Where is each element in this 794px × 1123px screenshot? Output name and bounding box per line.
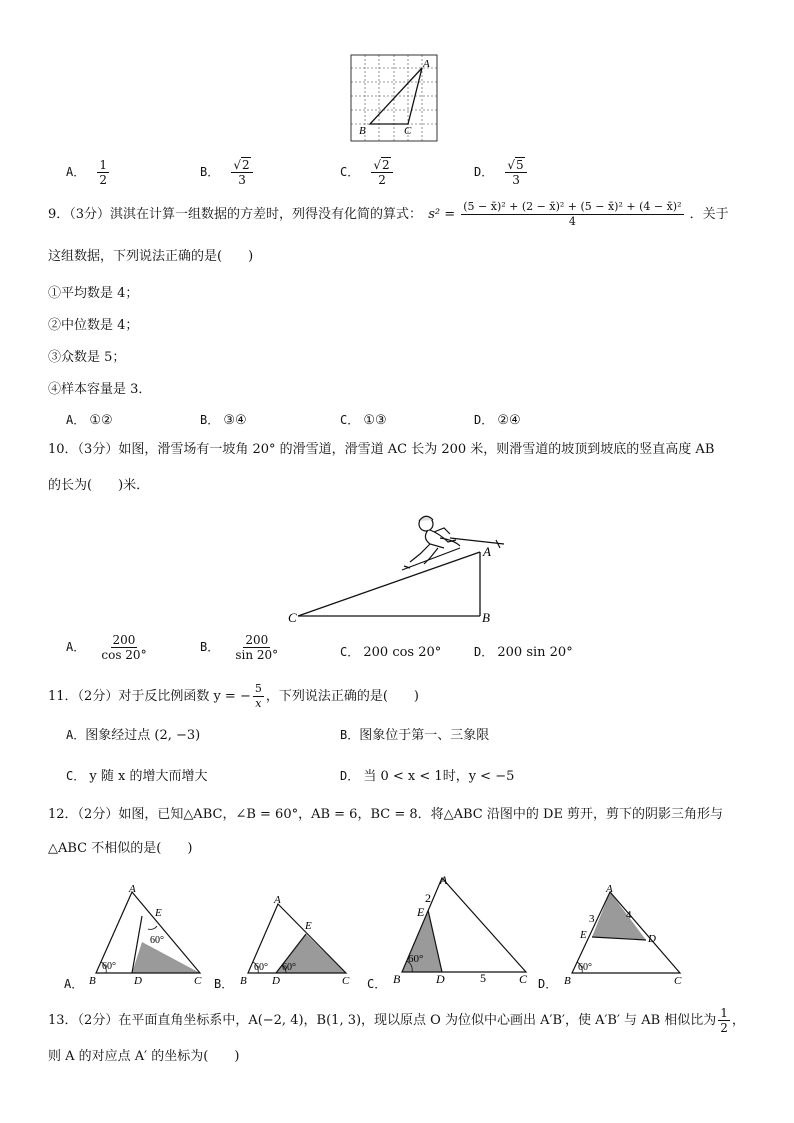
q12-figure-d <box>556 882 696 990</box>
q9-statement-2: ②中位数是 4； <box>48 318 139 333</box>
option-letter: A． <box>66 165 86 179</box>
svg-text:D: D <box>648 933 656 945</box>
q9-statement-1: ①平均数是 4； <box>48 286 139 301</box>
q12-figure-b <box>228 890 358 990</box>
q9-option-b[interactable]: B． ③④ <box>200 413 247 428</box>
q9-statement-3: ③众数是 5； <box>48 350 126 365</box>
svg-text:A: A <box>606 883 613 895</box>
q10-label-b: B <box>482 610 490 625</box>
q8-b-den: 3 <box>238 173 246 187</box>
q9-formula-num: (5 − x̄)² + (2 − x̄)² + (5 − x̄)² + (4 − x̄)² <box>463 200 682 213</box>
q11-option-c[interactable]: C． y 随 x 的增大而增大 <box>66 769 208 784</box>
q8-d-num: 5 <box>516 158 524 172</box>
svg-text:E: E <box>580 929 587 941</box>
q12-option-d[interactable]: D． <box>538 977 558 991</box>
q9-formula-lhs: s² = <box>428 207 456 222</box>
svg-text:60°: 60° <box>102 961 116 972</box>
q8-c-den: 2 <box>378 173 386 187</box>
option-letter: D． <box>474 165 494 179</box>
svg-text:60°: 60° <box>150 935 164 946</box>
q9-option-a[interactable]: A． ①② <box>66 413 113 428</box>
option-letter: C． <box>340 165 360 179</box>
svg-text:E: E <box>155 907 162 919</box>
q12-figure-c <box>384 870 534 990</box>
svg-text:3: 3 <box>589 913 595 925</box>
q13-stem-line2: 则 A 的对应点 A′ 的坐标为( ) <box>48 1049 240 1064</box>
svg-text:2: 2 <box>425 891 431 905</box>
option-letter: B． <box>200 165 220 179</box>
svg-text:60°: 60° <box>254 962 268 973</box>
q8-label-b: B <box>359 125 366 137</box>
q8-a-den: 2 <box>99 173 108 187</box>
svg-text:60°: 60° <box>282 962 296 973</box>
svg-text:C: C <box>674 975 682 987</box>
q8-option-a[interactable] <box>66 158 111 187</box>
q9-option-c[interactable]: C． ①③ <box>340 413 387 428</box>
svg-text:60°: 60° <box>408 953 424 965</box>
q10-option-c[interactable]: C． 200 cos 20° <box>340 645 442 660</box>
q8-option-b[interactable]: B． $\frac{√2}{3}$ <box>200 158 255 187</box>
svg-text:D: D <box>134 975 142 987</box>
q10-option-d[interactable]: D． 200 sin 20° <box>474 645 573 660</box>
svg-text:B: B <box>393 972 401 986</box>
q8-label-c: C <box>404 125 412 137</box>
q11-option-d[interactable]: D． 当 0 < x < 1时，y < −5 <box>340 769 515 784</box>
q8-a-num: 1 <box>99 158 108 172</box>
q12-stem-line2: △ABC 不相似的是( ) <box>48 841 193 856</box>
svg-text:60°: 60° <box>578 962 592 973</box>
q9-suffix: ．关于 <box>689 207 729 222</box>
q10-label-c: C <box>288 610 297 625</box>
q8-b-num: 2 <box>242 158 250 172</box>
q13-stem-line1: 13．（2分）在平面直角坐标系中，A(−2, 4)，B(1, 3)，现以原点 O 为位似中心画出 A′B′，使 A′B′ 与 AB 相似比为 $\frac{1}{2}$ ， <box>48 1006 745 1035</box>
svg-text:C: C <box>342 975 350 987</box>
q10-stem-line1: 10．（3分）如图，滑雪场有一坡角 20° 的滑雪道，滑雪道 AC 长为 200 米，则滑雪道的坡顶到坡底的竖直高度 AB <box>48 442 715 457</box>
q9-option-d[interactable]: D． ②④ <box>474 413 521 428</box>
q12-option-b[interactable]: B． <box>214 977 234 991</box>
svg-text:B: B <box>240 975 247 987</box>
q9-stem-line2: 这组数据，下列说法正确的是( ) <box>48 249 254 264</box>
q10-stem-line2: 的长为( )米． <box>48 478 150 493</box>
q8-option-d[interactable]: D． $\frac{√5}{3}$ <box>474 158 529 187</box>
q8-d-den: 3 <box>512 173 520 187</box>
svg-text:4: 4 <box>626 909 632 921</box>
q10-label-a: A <box>483 544 491 559</box>
q11-option-a[interactable]: A．图象经过点 (2, −3) <box>66 728 201 743</box>
q8-grid-figure <box>350 54 440 144</box>
q8-c-num: 2 <box>382 158 390 172</box>
svg-text:A: A <box>129 883 136 895</box>
q9-prefix: 9．（3分）淇淇在计算一组数据的方差时，列得没有化简的算式： <box>48 207 423 222</box>
q12-option-c[interactable]: C． <box>367 977 387 991</box>
q12-stem-line1: 12．（2分）如图，已知△ABC，∠B = 60°，AB = 6，BC = 8．将△ABC 沿图中的 DE 剪开，剪下的阴影三角形与 <box>48 807 724 822</box>
q10-ski-slope-figure <box>284 508 514 630</box>
svg-text:A: A <box>440 873 448 887</box>
q10-option-a[interactable]: A． $\frac{200}{\cos 20^\circ}$ <box>66 633 147 662</box>
svg-text:D: D <box>272 975 280 987</box>
q8-label-a: A <box>423 58 430 70</box>
q12-figure-a <box>84 882 214 990</box>
q11-option-b[interactable]: B．图象位于第一、三象限 <box>340 728 490 743</box>
svg-text:A: A <box>274 894 281 906</box>
q11-stem: 11．（2分）对于反比例函数 y = − $\frac{5}{x}$ ，下列说法正确的是( ) <box>48 682 419 710</box>
svg-text:B: B <box>89 975 96 987</box>
svg-text:B: B <box>564 975 571 987</box>
svg-text:E: E <box>305 920 312 932</box>
q9-statement-4: ④样本容量是 3． <box>48 382 152 397</box>
svg-text:D: D <box>436 972 445 986</box>
q12-option-a[interactable]: A． <box>64 977 84 991</box>
q8-option-c[interactable]: C． $\frac{√2}{2}$ <box>340 158 395 187</box>
q10-option-b[interactable]: B． $\frac{200}{\sin 20^\circ}$ <box>200 633 279 662</box>
svg-text:C: C <box>194 975 202 987</box>
svg-text:E: E <box>417 905 425 919</box>
svg-text:C: C <box>519 972 528 986</box>
svg-text:5: 5 <box>480 971 486 985</box>
q9-formula-den: 4 <box>568 215 576 228</box>
q9-stem-line1 <box>48 200 729 229</box>
